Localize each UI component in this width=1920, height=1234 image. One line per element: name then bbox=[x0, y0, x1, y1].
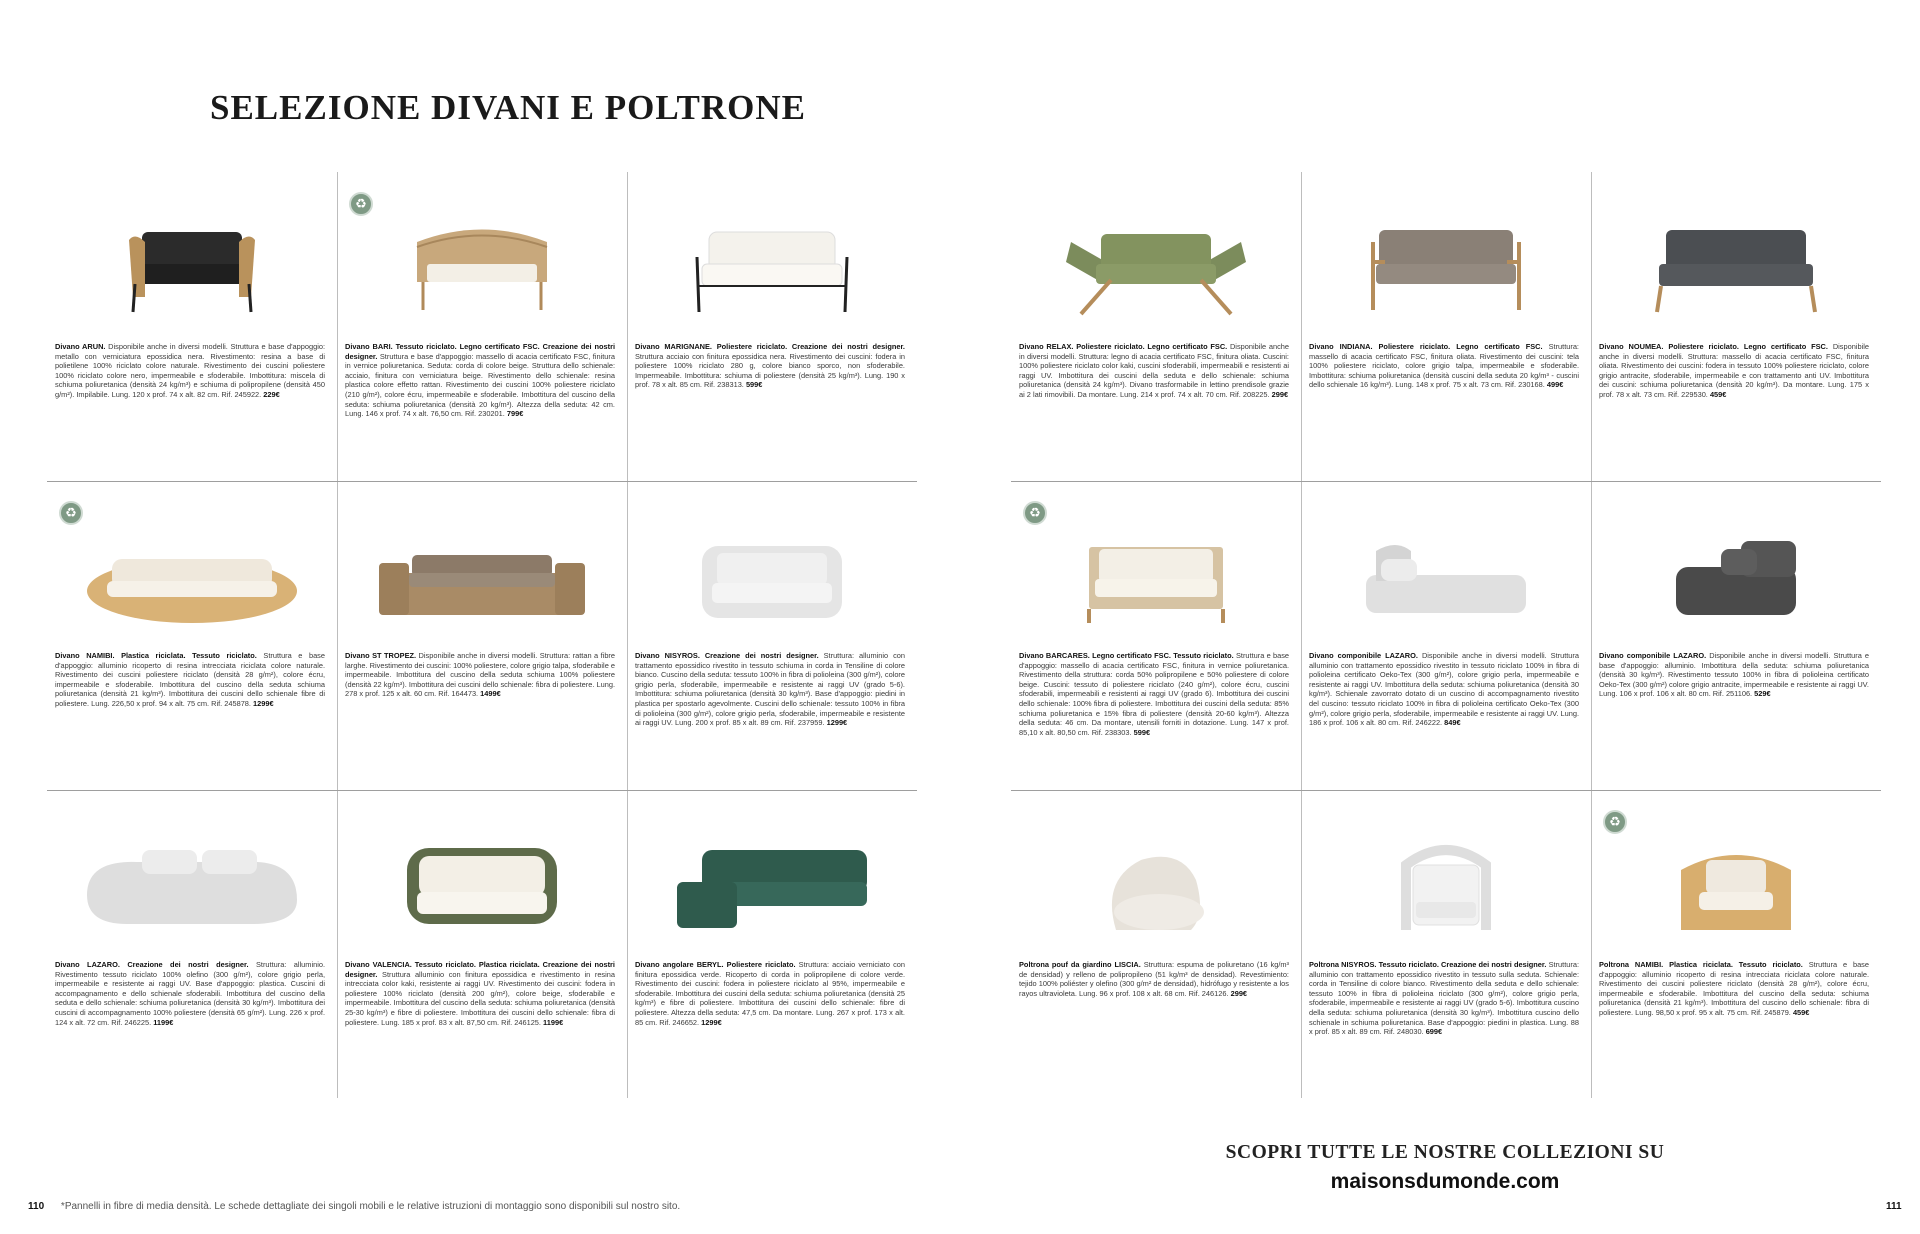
product-details: Struttura alluminio con finitura epossidica e rivestimento in resina intrecciata color kaki, resistente ai raggi UV. Rivestimento dei cuscini: fodera in poliestere 100% riciclato (densità 200 g/m²), colore beige, sfoderabile e impermeabile. Imbottitura del cuscino della seduta: schiuma poliuretanica (densità 25-30 kg/m³) e fibre di poliestere. Imbottitura dei cuscini dello schienale: fibra di poliestere. Lung. 185 x prof. 83 x alt. 87,50 cm. Rif. 246125. bbox=[345, 969, 615, 1027]
product-price: 799€ bbox=[506, 409, 524, 419]
product-card[interactable] bbox=[47, 790, 337, 1098]
product-details: Struttura: massello di acacia certificato FSC, finitura oliata. Rivestimento dei cuscini: tela 100% poliestere riciclato, colore grigio talpa, impermeabile e sfoderabile. Imbottitura: schiuma poliuretanica (densità cuscini della seduta 20 kg/m³ - cuscini dello schienale 16 kg/m³). Lung. 148 x prof. 75 x alt. 73 cm. Rif. 230168. bbox=[1309, 342, 1579, 390]
product-price: 529€ bbox=[1754, 689, 1771, 699]
product-image[interactable] bbox=[647, 202, 897, 332]
product-image[interactable] bbox=[1321, 820, 1571, 950]
product-details: Struttura: acciaio verniciato con finitura epossidica verde. Ricoperto di corda in polipropilene di colore verde. Rivestimento dei cuscini: fodera in poliestere riciclato al 95%, impermeabile e sfoderabile. Imbottitura dei cuscini della seduta: schiuma poliuretanica (densità 25 kg/m³) e fibre di poliestere. Imbottitura dei cuscini dello schienale: fibre di poliestere. Altezza della seduta: 47,5 cm. Da montare. Lung. 267 x prof. 173 x alt. 85 cm. Rif. 246652. bbox=[635, 960, 905, 1027]
page-number-right: 111 bbox=[1886, 1201, 1902, 1212]
chair-image-namibi bbox=[1611, 820, 1861, 950]
product-details: Struttura: alluminio con trattamento epossidico rivestito in tessuto sulla seduta. Schienale: corda in Tensiline di colore bianco. Rivestimento della seduta e dello schienale: tessuto 100% in fibra di polioleina riciclato (300 g/m²), colore grigio perla, sfoderabile, impermeabile e resistente ai raggi UV (grado 5-6). Imbottitura cuscino della seduta: schiuma poliuretanica (densità 30 kg/m³). Imbottitura cuscino dello schienale in schiuma poliuretanica. Base d'appoggio: piedini in plastica. Lung. 88 x prof. 85 x alt. 89 cm. Rif. 248030. bbox=[1309, 960, 1579, 1037]
product-card[interactable] bbox=[337, 172, 627, 480]
footnote: *Pannelli in fibre di media densità. Le schede dettagliate dei singoli mobili e le relative istruzioni di montaggio sono disponibili sul nostro sito. bbox=[60, 1201, 681, 1212]
sofa-image-relax bbox=[1031, 202, 1281, 332]
sofa-image-valencia bbox=[357, 820, 607, 950]
product-details: Struttura: alluminio con trattamento epossidico rivestito in tessuto schiuma in corda in Tensiline di colore bianco. Cuscino della seduta: tessuto 100% in fibra di polioleina (300 g/m²), colore grigio perla, sfoderabile, impermeabile e resistente ai raggi UV (grado 5-6). Imbottitura: schiuma poliuretanica (densità 30 kg/m³). Base d'appoggio: piedini in plastica per spostarlo agevolmente. Cuscini dello schienale: tessuto 100% in fibra di polioleina (300 g/m²), colore grigio perla, sfoderabile, impermeabile e resistente ai raggi UV. Lung. 200 x prof. 85 x alt. 89 cm. Rif. 237959. bbox=[635, 651, 905, 728]
product-description bbox=[345, 960, 615, 1027]
product-price: 1499€ bbox=[480, 689, 501, 699]
product-card[interactable] bbox=[627, 172, 917, 480]
product-details: Disponibile anche in diversi modelli. Struttura e base d'appoggio: metallo con verniciatura epossidica nera. Rivestimento: resina a base di polietilene 100% riciclato colore naturale. Rivestimento dei cuscini poliestere 100% riciclato colore nero, impermeabile e sfoderabile. Imbottitura: miscela di schiuma poliuretanica (densità 24 kg/m³) e schiuma di polipropilene (densità 450 g/m²). Impilabile. Lung. 120 x prof. 74 x alt. 82 cm. Rif. 245922. bbox=[55, 342, 325, 399]
product-name: Divano componibile LAZARO. bbox=[1599, 651, 1707, 660]
product-image[interactable] bbox=[1321, 202, 1571, 332]
product-card[interactable] bbox=[47, 481, 337, 789]
product-details: Struttura: alluminio. Rivestimento tessuto riciclato 100% olefino (300 g/m²), colore grigio perla, impermeabile e resistente ai raggi UV. Base d'appoggio: plastica. Cuscini di accompagnamento e dello schienale sfoderabili. Imbottitura del cuscino della seduta e dello schienale: schiuma poliuretanica (densità 30 kg/m³). Imbottitura dei cuscini di accompagnamento 100% poliestere (densità 65 g/m²). Lung. 226 x prof. 124 x alt. 72 cm. Rif. 246225. bbox=[55, 960, 325, 1027]
website-link[interactable]: maisonsdumonde.com bbox=[1330, 1170, 1560, 1193]
product-card[interactable] bbox=[47, 172, 337, 480]
cta-text: SCOPRI TUTTE LE NOSTRE COLLEZIONI SU bbox=[1225, 1142, 1665, 1163]
sofa-image-lazaro bbox=[67, 820, 317, 950]
product-price: 1299€ bbox=[253, 698, 274, 708]
product-details: Disponibile anche in diversi modelli. Struttura: legno di acacia certificato FSC, finitura oliata. Cuscini: 100% poliestere riciclato color kaki, cuscini sfoderabili, impermeabili e resistenti ai raggi UV. Imbottitura dei cuscini della seduta e dello schienale: schiuma poliuretanica (densità 24 kg/m³). Divano trasformabile in lettino prendisole grazie ai 2 lati rimovibili. Da montare. Lung. 214 x prof. 74 x alt. 70 cm. Rif. 208225. bbox=[1019, 342, 1289, 399]
product-price: 499€ bbox=[1546, 380, 1564, 390]
product-card[interactable] bbox=[1011, 172, 1301, 480]
sofa-image-marignane bbox=[647, 202, 897, 332]
product-price: 699€ bbox=[1425, 1027, 1443, 1037]
product-description bbox=[635, 651, 905, 728]
page-number-left: 110 bbox=[28, 1201, 45, 1212]
product-card[interactable] bbox=[1301, 172, 1591, 480]
product-price: 1199€ bbox=[153, 1017, 174, 1027]
product-card[interactable] bbox=[1591, 481, 1881, 789]
sofa-image-noumea bbox=[1611, 202, 1861, 332]
sofa-image-namibi bbox=[67, 511, 317, 641]
product-details: Struttura: espuma de poliuretano (16 kg/m³ de densidad) y relleno de polipropileno (51 kg/m³ de densidad). Revestimiento: tejido 100% poliéster y olefino (300 g/m² de densidad), hidrófugo y resistente a los rayos ultravioleta. Lung. 96 x prof. 108 x alt. 68 cm. Rif. 246126. bbox=[1019, 960, 1289, 998]
product-price: 459€ bbox=[1792, 1007, 1810, 1017]
product-card[interactable] bbox=[1301, 790, 1591, 1098]
product-image[interactable] bbox=[357, 820, 607, 950]
product-name: Divano NAMIBI. Plastica riciclata. Tessuto riciclato. bbox=[55, 651, 257, 660]
product-description bbox=[1019, 960, 1289, 998]
product-grid-left bbox=[47, 172, 917, 1098]
sofa-image-barcares bbox=[1031, 511, 1281, 641]
product-description bbox=[55, 342, 325, 400]
product-description bbox=[1599, 651, 1869, 699]
product-card[interactable] bbox=[1591, 172, 1881, 480]
product-card[interactable] bbox=[337, 790, 627, 1098]
product-details: Disponibile anche in diversi modelli. Struttura e base d'appoggio: alluminio. Imbottitura della seduta: schiuma poliuretanica (densità 30 kg/m³). Rivestimento tessuto 100% in fibra di polioleina certificato Oeko-Tex (300 g/m²) colore grigio antracite, impermeabile e resistente ai raggi UV. Lung. 106 x prof. 106 x alt. 80 cm. Rif. 251106. bbox=[1599, 651, 1869, 699]
collections-cta bbox=[1210, 1142, 1680, 1194]
chair-image-nisyros bbox=[1321, 820, 1571, 950]
product-name: Divano VALENCIA. Tessuto riciclato. Plastica riciclata. Creazione dei nostri designer. bbox=[345, 960, 615, 979]
product-description bbox=[1599, 960, 1869, 1018]
eco-badge-icon: ♻ bbox=[349, 192, 373, 216]
product-price: 599€ bbox=[1133, 727, 1151, 737]
product-details: Struttura acciaio con finitura epossidica nera. Rivestimento dei cuscini: fodera in poliestere 100% riciclato 280 g, colore bianco sporco, non sfoderabile. Impermeabile. Imbottitura: schiuma di poliestere (densità 25 kg/m³). Lung. 190 x prof. 78 x alt. 85 cm. Rif. 238313. bbox=[635, 351, 905, 390]
product-description bbox=[1309, 342, 1579, 390]
product-name: Divano ST TROPEZ. bbox=[345, 651, 417, 660]
sofa-image-indiana bbox=[1321, 202, 1571, 332]
product-name: Poltrona NISYROS. Tessuto riciclato. Creazione dei nostri designer. bbox=[1309, 960, 1547, 969]
product-description bbox=[635, 342, 905, 390]
product-image[interactable] bbox=[1031, 202, 1281, 332]
product-card[interactable] bbox=[1591, 790, 1881, 1098]
eco-badge-icon: ♻ bbox=[59, 501, 83, 525]
product-price: 459€ bbox=[1709, 389, 1727, 399]
product-card[interactable] bbox=[1011, 790, 1301, 1098]
product-card[interactable] bbox=[627, 790, 917, 1098]
product-description bbox=[1309, 960, 1579, 1037]
eco-badge-icon: ♻ bbox=[1023, 501, 1047, 525]
sofa-image-nisyros bbox=[647, 511, 897, 641]
product-image[interactable] bbox=[647, 820, 897, 950]
product-name: Divano RELAX. Poliestere riciclato. Legno certificato FSC. bbox=[1019, 342, 1228, 351]
product-card[interactable] bbox=[627, 481, 917, 789]
sofa-image-lazaro-modular bbox=[1321, 511, 1571, 641]
product-name: Divano MARIGNANE. Poliestere riciclato. Creazione dei nostri designer. bbox=[635, 342, 905, 351]
product-name: Divano INDIANA. Poliestere riciclato. Legno certificato FSC. bbox=[1309, 342, 1543, 351]
product-description bbox=[345, 651, 615, 699]
product-description bbox=[1019, 651, 1289, 737]
product-image[interactable] bbox=[1031, 511, 1281, 641]
product-price: 299€ bbox=[1230, 988, 1248, 998]
footer-left bbox=[28, 1201, 680, 1212]
product-card[interactable] bbox=[337, 481, 627, 789]
product-name: Divano NOUMEA. Poliestere riciclato. Legno certificato FSC. bbox=[1599, 342, 1828, 351]
product-description bbox=[1019, 342, 1289, 400]
product-description bbox=[635, 960, 905, 1027]
product-image[interactable] bbox=[357, 202, 607, 332]
product-name: Divano BARI. Tessuto riciclato. Legno certificato FSC. Creazione dei nostri designer. bbox=[345, 342, 615, 361]
product-image[interactable] bbox=[1031, 820, 1281, 950]
product-price: 599€ bbox=[745, 380, 763, 390]
product-image[interactable] bbox=[67, 820, 317, 950]
product-price: 1299€ bbox=[701, 1017, 722, 1027]
eco-badge-icon: ♻ bbox=[1603, 810, 1627, 834]
product-price: 1199€ bbox=[543, 1017, 564, 1027]
product-image[interactable] bbox=[67, 202, 317, 332]
product-name: Poltrona NAMIBI. Plastica riciclata. Tessuto riciclato. bbox=[1599, 960, 1803, 969]
product-name: Divano angolare BERYL. Poliestere riciclato. bbox=[635, 960, 796, 969]
product-name: Divano BARCARES. Legno certificato FSC. Tessuto riciclato. bbox=[1019, 651, 1234, 660]
product-details: Disponibile anche in diversi modelli. Struttura: massello di acacia certificato FSC, finitura oliata. Rivestimento dei cuscini: fodera in tessuto 100% poliestere riciclato, colore grigio antracite, sfoderabile, impermeabile e con trattamento anti UV. Imbottitura dei cuscini: schiuma poliuretanica (densità 20 kg/m³). Da montare. Lung. 175 x prof. 78 x alt. 73 cm. Rif. 229530. bbox=[1599, 342, 1869, 399]
product-details: Disponibile anche in diversi modelli. Struttura alluminio con trattamento epossidico rivestito in tessuto riciclato 100% in fibra di polioleina certificato Oeko-Tex (300 g/m²), colore grigio perla, impermeabile e resistente ai raggi UV. Imbottitura della seduta: schiuma poliuretanica (densità 30 kg/m³). Schienale zavorrato dotato di un cuscino di accompagnamento rivestito del cuscino: tessuto riciclato 100% in fibra di polioleina certificato Oeko-Tex (300 g/m²), colore grigio perla, sfoderabile, impermeabile e resistente ai raggi UV. Lung. 186 x prof. 106 x alt. 80 cm. Rif. 246222. bbox=[1309, 651, 1579, 728]
sofa-image-lazaro-dark bbox=[1611, 511, 1861, 641]
product-price: 229€ bbox=[263, 389, 280, 399]
product-description bbox=[1599, 342, 1869, 400]
product-card[interactable] bbox=[1301, 481, 1591, 789]
product-details: Struttura e base d'appoggio: massello di acacia certificato FSC, finitura in vernice poliuretanica. Rivestimento della struttura: corda 50% polipropilene e 50% poliestere di colore beige. Cuscini: tessuto di poliestere riciclato (240 g/m²), colore écru, cuscini sfoderabili, impermeabili e resistenti ai raggi UV (grado 6). Imbottitura dei cuscini dello schienale: 100% fibra di poliestere. Imbottitura dei cuscini della seduta: 85% schiuma poliuretanica e 15% fibra di poliestere (densità 20-60 kg/m³). Altezza della seduta: 46 cm. Da montare, utensili forniti in dotazione. Lung. 147 x prof. 85,10 x alt. 80,50 cm. Rif. 238303. bbox=[1019, 651, 1289, 737]
product-price: 299€ bbox=[1271, 389, 1289, 399]
product-details: Disponibile anche in diversi modelli. Struttura: rattan a fibre larghe. Rivestimento dei cuscini: 100% poliestere, colore grigio talpa, sfoderabile e impermeabile. Imbottitura del cuscino della seduta schiuma 100% poliestere (densità 22 kg/m³). Imbottitura dei cuscini dello schienale: fibra di poliestere. Lung. 278 x prof. 125 x alt. 60 cm. Rif. 164473. bbox=[345, 651, 615, 699]
product-image[interactable] bbox=[1611, 820, 1861, 950]
product-name: Divano LAZARO. Creazione dei nostri designer. bbox=[55, 960, 249, 969]
sofa-image-st-tropez bbox=[357, 511, 607, 641]
product-description bbox=[1309, 651, 1579, 728]
product-price: 849€ bbox=[1444, 718, 1461, 728]
product-image[interactable] bbox=[1321, 511, 1571, 641]
product-name: Poltrona pouf da giardino LISCIA. bbox=[1019, 960, 1141, 969]
product-details: Struttura e base d'appoggio: massello di acacia certificato FSC, finitura in vernice poliuretanica. Seduta: corda di colore beige. Struttura dello schienale: acciaio, finitura con verniciatura beige. Rivestimento dello schienale: resina plastica colore effetto rattan. Rivestimento dei cuscini 100% poliestere riciclato (210 g/m²), colore écru, impermeabile e sfoderabile. Imbottitura del cuscino della seduta: schiuma poliuretanica (densità 20 kg/m³). Altezza della seduta: 42 cm. Lung. 146 x prof. 74 x alt. 76,50 cm. Rif. 230201. bbox=[345, 351, 615, 419]
product-grid-right bbox=[1011, 172, 1881, 1098]
product-details: Struttura e base d'appoggio: alluminio ricoperto di resina intrecciata riciclata colore naturale. Rivestimento dei cuscini poliestere riciclato (densità 28 g/m²), colore écru, impermeabile e sfoderabile. Imbottitura del cuscino della seduta schiuma poliuretanica (densità 21 kg/m³). Imbottitura dei cuscini dello schienale fibre di poliestere. Lung. 226,50 x prof. 94 x alt. 75 cm. Rif. 245878. bbox=[55, 651, 325, 708]
product-image[interactable] bbox=[67, 511, 317, 641]
product-description bbox=[345, 342, 615, 419]
product-image[interactable] bbox=[1611, 202, 1861, 332]
product-image[interactable] bbox=[647, 511, 897, 641]
product-name: Divano ARUN. bbox=[55, 342, 106, 351]
sofa-image-bari bbox=[357, 202, 607, 332]
product-price: 1299€ bbox=[826, 718, 848, 728]
product-image[interactable] bbox=[357, 511, 607, 641]
chair-image-liscia bbox=[1031, 820, 1281, 950]
product-description bbox=[55, 960, 325, 1027]
page-title: SELEZIONE DIVANI E POLTRONE bbox=[210, 88, 806, 127]
product-description bbox=[55, 651, 325, 709]
sofa-image-arun bbox=[67, 202, 317, 332]
product-name: Divano componibile LAZARO. bbox=[1309, 651, 1418, 660]
product-image[interactable] bbox=[1611, 511, 1861, 641]
product-card[interactable] bbox=[1011, 481, 1301, 789]
product-details: Struttura e base d'appoggio: alluminio ricoperto di resina intrecciata riciclata colore naturale. Rivestimento dei cuscini poliestere riciclato (densità 28 g/m²), colore écru, impermeabile e sfoderabile. Imbottitura del cuscino della seduta: schiuma poliuretanica (densità 21 kg/m³). Imbottitura del cuscino dello schienale: fibra di poliestere. Lung. 98,50 x prof. 95 x alt. 75 cm. Rif. 245879. bbox=[1599, 960, 1869, 1017]
sofa-image-beryl bbox=[647, 820, 897, 950]
product-name: Divano NISYROS. Creazione dei nostri designer. bbox=[635, 651, 819, 660]
